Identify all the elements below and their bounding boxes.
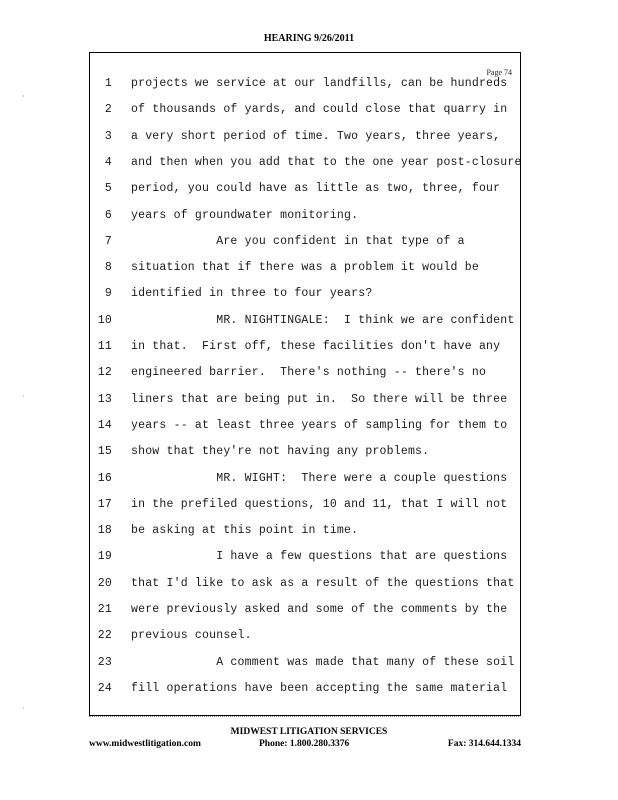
frame-bottom-border: [89, 716, 519, 721]
line-number: 16: [97, 471, 112, 485]
transcript-line: [90, 103, 520, 123]
line-number: 21: [97, 603, 112, 616]
line-text: fill operations have been accepting the same material: [131, 681, 508, 695]
footer-website[interactable]: www.midwestlitigation.com: [89, 739, 201, 749]
line-number: 7: [104, 234, 112, 248]
transcript-line: [90, 393, 520, 413]
line-number: 12: [97, 366, 112, 380]
line-number: 9: [104, 287, 112, 301]
line-text: liners that are being put in. So there will be three: [131, 392, 508, 406]
footer-contact-row: [89, 739, 521, 753]
line-text: MR. WIGHT: There were a couple questions: [131, 471, 508, 485]
line-number: 11: [97, 340, 112, 353]
line-text: years -- at least three years of sampling for them to: [131, 418, 508, 432]
transcript-line: [90, 314, 520, 334]
page-number: Page 74: [486, 68, 512, 77]
line-number: 8: [104, 261, 112, 275]
line-number: 22: [97, 629, 112, 643]
transcript-line: [90, 682, 520, 702]
footer-fax: Fax: 314.644.1334: [447, 739, 521, 749]
line-text: and then when you add that to the one year post-closure: [131, 155, 522, 169]
line-text: identified in three to four years?: [131, 287, 373, 301]
line-number: 17: [97, 497, 112, 511]
transcript-line: [90, 340, 520, 360]
transcript-line: [90, 603, 520, 623]
line-number: 24: [97, 681, 112, 695]
line-text: in the prefiled questions, 10 and 11, that I will not: [131, 497, 508, 511]
transcript-line: [90, 366, 520, 386]
margin-mark: ·: [22, 392, 25, 401]
line-text: projects we service at our landfills, can be hundreds: [131, 77, 508, 90]
line-number: 5: [104, 182, 112, 196]
line-text: in that. First off, these facilities don't have any: [131, 340, 501, 353]
line-number: 10: [97, 313, 112, 327]
transcript-line: [90, 550, 520, 570]
line-number: 19: [97, 550, 112, 564]
transcript-line: [90, 77, 520, 97]
line-text: years of groundwater monitoring.: [131, 208, 359, 222]
line-text: were previously asked and some of the comments by the: [131, 603, 508, 616]
line-text: that I'd like to ask as a result of the questions that: [131, 576, 515, 590]
line-number: 15: [97, 445, 112, 459]
line-number: 6: [104, 208, 112, 222]
line-text: show that they're not having any problems.: [131, 445, 430, 459]
margin-mark: ·: [22, 704, 25, 713]
transcript-line: [90, 445, 520, 465]
line-text: situation that if there was a problem it would be: [131, 261, 479, 275]
footer-phone: Phone: 1.800.280.3376: [259, 739, 350, 749]
line-text: a very short period of time. Two years, three years,: [131, 129, 501, 143]
line-text: period, you could have as little as two, three, four: [131, 182, 501, 196]
transcript-line: [90, 629, 520, 649]
transcript-frame: [89, 52, 521, 716]
transcript-line: [90, 261, 520, 281]
line-text: I have a few questions that are questions: [131, 550, 508, 564]
transcript-line: [90, 235, 520, 255]
line-text: Are you confident in that type of a: [131, 234, 465, 248]
line-text: MR. NIGHTINGALE: I think we are confident: [131, 313, 515, 327]
document-header: HEARING 9/26/2011: [263, 33, 355, 44]
line-text: of thousands of yards, and could close that quarry in: [131, 103, 508, 117]
line-text: A comment was made that many of these soil: [131, 655, 515, 669]
transcript-line: [90, 656, 520, 676]
transcript-line: [90, 498, 520, 518]
transcript-line: [90, 156, 520, 176]
transcript-line: [90, 419, 520, 439]
transcript-line: [90, 182, 520, 202]
line-number: 1: [104, 77, 112, 90]
line-number: 13: [97, 392, 112, 406]
line-number: 20: [97, 576, 112, 590]
line-number: 3: [104, 129, 112, 143]
transcript-line: [90, 524, 520, 544]
transcript-line: [90, 130, 520, 150]
line-number: 23: [97, 655, 112, 669]
margin-mark: ·: [22, 92, 25, 101]
transcript-line: [90, 577, 520, 597]
line-text: be asking at this point in time.: [131, 524, 359, 538]
line-number: 4: [104, 155, 112, 169]
line-number: 2: [104, 103, 112, 117]
footer-company: MIDWEST LITIGATION SERVICES: [230, 727, 388, 737]
line-number: 18: [97, 524, 112, 538]
transcript-line: [90, 287, 520, 307]
line-text: engineered barrier. There's nothing -- there's no: [131, 366, 487, 380]
transcript-line: [90, 472, 520, 492]
transcript-line: [90, 209, 520, 229]
line-text: previous counsel.: [131, 629, 252, 643]
line-number: 14: [97, 418, 112, 432]
